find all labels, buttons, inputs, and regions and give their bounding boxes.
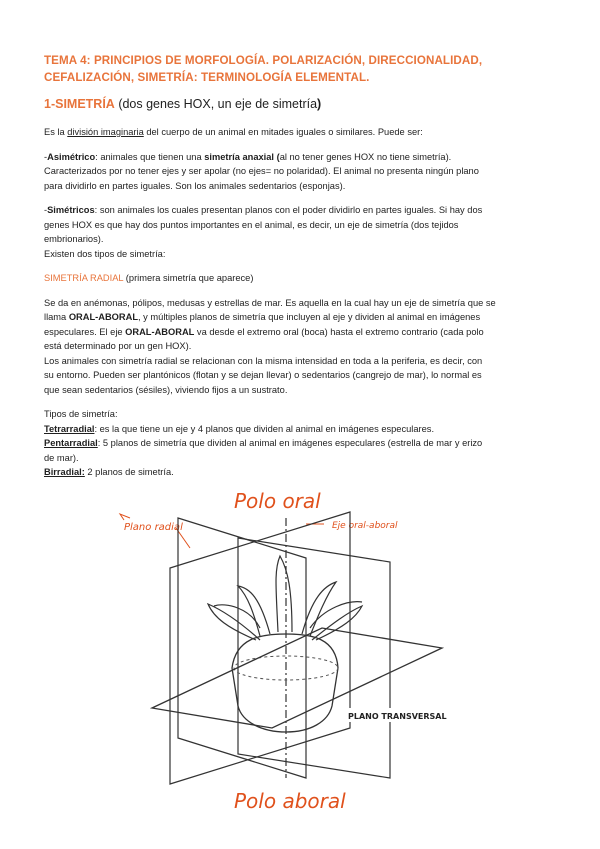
radial-line-2c: , y múltiples planos de simetría que incluyen al eje y dividen al animal en imágenes bbox=[138, 312, 481, 322]
tetra-text: : es la que tiene un eje y 4 planos que dividen al animal en imágenes especulares. bbox=[94, 423, 435, 434]
plano-radial-label: Plano radial bbox=[124, 522, 183, 533]
penta-text-2: de mar). bbox=[44, 452, 79, 463]
radial-plane-2 bbox=[170, 512, 350, 784]
radial-heading bbox=[44, 271, 560, 286]
radial-line-3c: va desde el extremo oral (boca) hasta el extremo contrario (cada polo bbox=[194, 326, 484, 337]
radial-line-4: está determinado por un gen HOX). bbox=[44, 341, 192, 351]
birradial-text: 2 planos de simetría. bbox=[84, 467, 174, 477]
penta-text: : 5 planos de simetría que dividen al animal en imágenes especulares (estrella de mar y erizo bbox=[97, 438, 483, 448]
radial-line-1: Se da en anémonas, pólipos, medusas y estrellas de mar. Es aquella en la cual hay un eje de simetría que se bbox=[44, 297, 496, 308]
simetricos-line-2: genes HOX es que hay dos puntos importantes en el animal, es decir, un eje de simetría (dos tejidos bbox=[44, 219, 459, 230]
simetricos-dash: - bbox=[44, 205, 48, 215]
penta-term: Pentarradial bbox=[44, 438, 98, 448]
asimetrico-term: Asimétrico bbox=[47, 151, 96, 162]
plano-transversal-label: PLANO TRANSVERSAL bbox=[348, 712, 447, 721]
section-subtitle: (dos genes HOX, un eje de simetría bbox=[114, 97, 318, 111]
title-line-1: TEMA 4: PRINCIPIOS DE MORFOLOGÍA. POLARIZACIÓN, DIRECCIONALIDAD, bbox=[44, 54, 483, 67]
polyp-body bbox=[232, 634, 338, 732]
asimetrico-bold: simetría anaxial ( bbox=[204, 151, 280, 162]
document-page bbox=[44, 52, 560, 480]
asimetrico-text-1: : animales que tienen una bbox=[95, 151, 205, 162]
tipos-heading: Tipos de simetría: bbox=[44, 409, 118, 419]
asimetrico-dash: - bbox=[44, 151, 48, 162]
title-line-2: CEFALIZACIÓN, SIMETRÍA: TERMINOLOGÍA ELEMENTAL. bbox=[44, 71, 370, 84]
tentacles bbox=[208, 556, 362, 640]
simetricos-paragraph bbox=[44, 203, 560, 261]
radial-plane-1 bbox=[178, 518, 306, 778]
page-title bbox=[44, 52, 560, 86]
asimetrico-text-2: al no tener genes HOX no tiene simetría). bbox=[279, 151, 452, 162]
polo-oral-label: Polo oral bbox=[234, 489, 321, 513]
birradial-term: Birradial: bbox=[44, 467, 85, 477]
intro-pre: Es la bbox=[44, 127, 68, 137]
radial-paragraph bbox=[44, 296, 560, 398]
intro-underlined: división imaginaria bbox=[67, 127, 144, 137]
radial-line-6: su entorno. Pueden ser plantónicos (flotan y se dejan llevar) o sedentarios (cangrejo de mar), lo normal es bbox=[44, 370, 482, 380]
radial-line-5: Los animales con simetría radial se relacionan con la misma intensidad en toda a la periferia, es decir, con bbox=[44, 355, 483, 366]
intro-paragraph bbox=[44, 125, 560, 140]
tipos-list bbox=[44, 407, 560, 480]
simetricos-term: Simétricos bbox=[47, 205, 95, 215]
radial-line-3b: ORAL-ABORAL bbox=[125, 326, 195, 337]
radial-heading-text: SIMETRÍA RADIAL bbox=[44, 273, 124, 283]
radial-symmetry-diagram bbox=[110, 478, 460, 844]
radial-line-7: que sean sedentarios (sésiles), viviendo fijos a un sustrato. bbox=[44, 384, 288, 395]
radial-heading-rest: (primera simetría que aparece) bbox=[123, 273, 254, 283]
eje-label: Eje oral-aboral bbox=[332, 521, 398, 531]
intro-post: del cuerpo de un animal en mitades iguales o similares. Puede ser: bbox=[143, 127, 423, 137]
simetricos-line-1: : son animales los cuales presentan planos con el poder dividirlo en partes iguales. Si hay dos bbox=[94, 205, 483, 215]
radial-line-3a: especulares. El eje bbox=[44, 326, 126, 337]
section-paren: ) bbox=[317, 97, 322, 111]
polo-aboral-label: Polo aboral bbox=[234, 789, 346, 813]
plano-radial-arrow bbox=[120, 514, 130, 520]
radial-line-2a: llama bbox=[44, 312, 69, 322]
simetricos-line-3: embrionarios). bbox=[44, 234, 104, 244]
asimetrico-line-3: para dividirlo en partes iguales. Son los animales sedentarios (esponjas). bbox=[44, 180, 346, 191]
asimetrico-line-2: Caracterizados por no tener ejes y ser apolar (no ejes= no polaridad). El animal no presenta ningún plano bbox=[44, 166, 479, 176]
section-heading-simetria bbox=[44, 96, 560, 113]
tetra-term: Tetrarradial bbox=[44, 423, 95, 434]
diagram-svg bbox=[110, 478, 460, 844]
simetricos-line-4: Existen dos tipos de simetría: bbox=[44, 248, 166, 259]
asimetrico-paragraph bbox=[44, 150, 560, 194]
section-number: 1-SIMETRÍA bbox=[44, 97, 115, 111]
radial-line-2b: ORAL-ABORAL bbox=[68, 312, 139, 322]
